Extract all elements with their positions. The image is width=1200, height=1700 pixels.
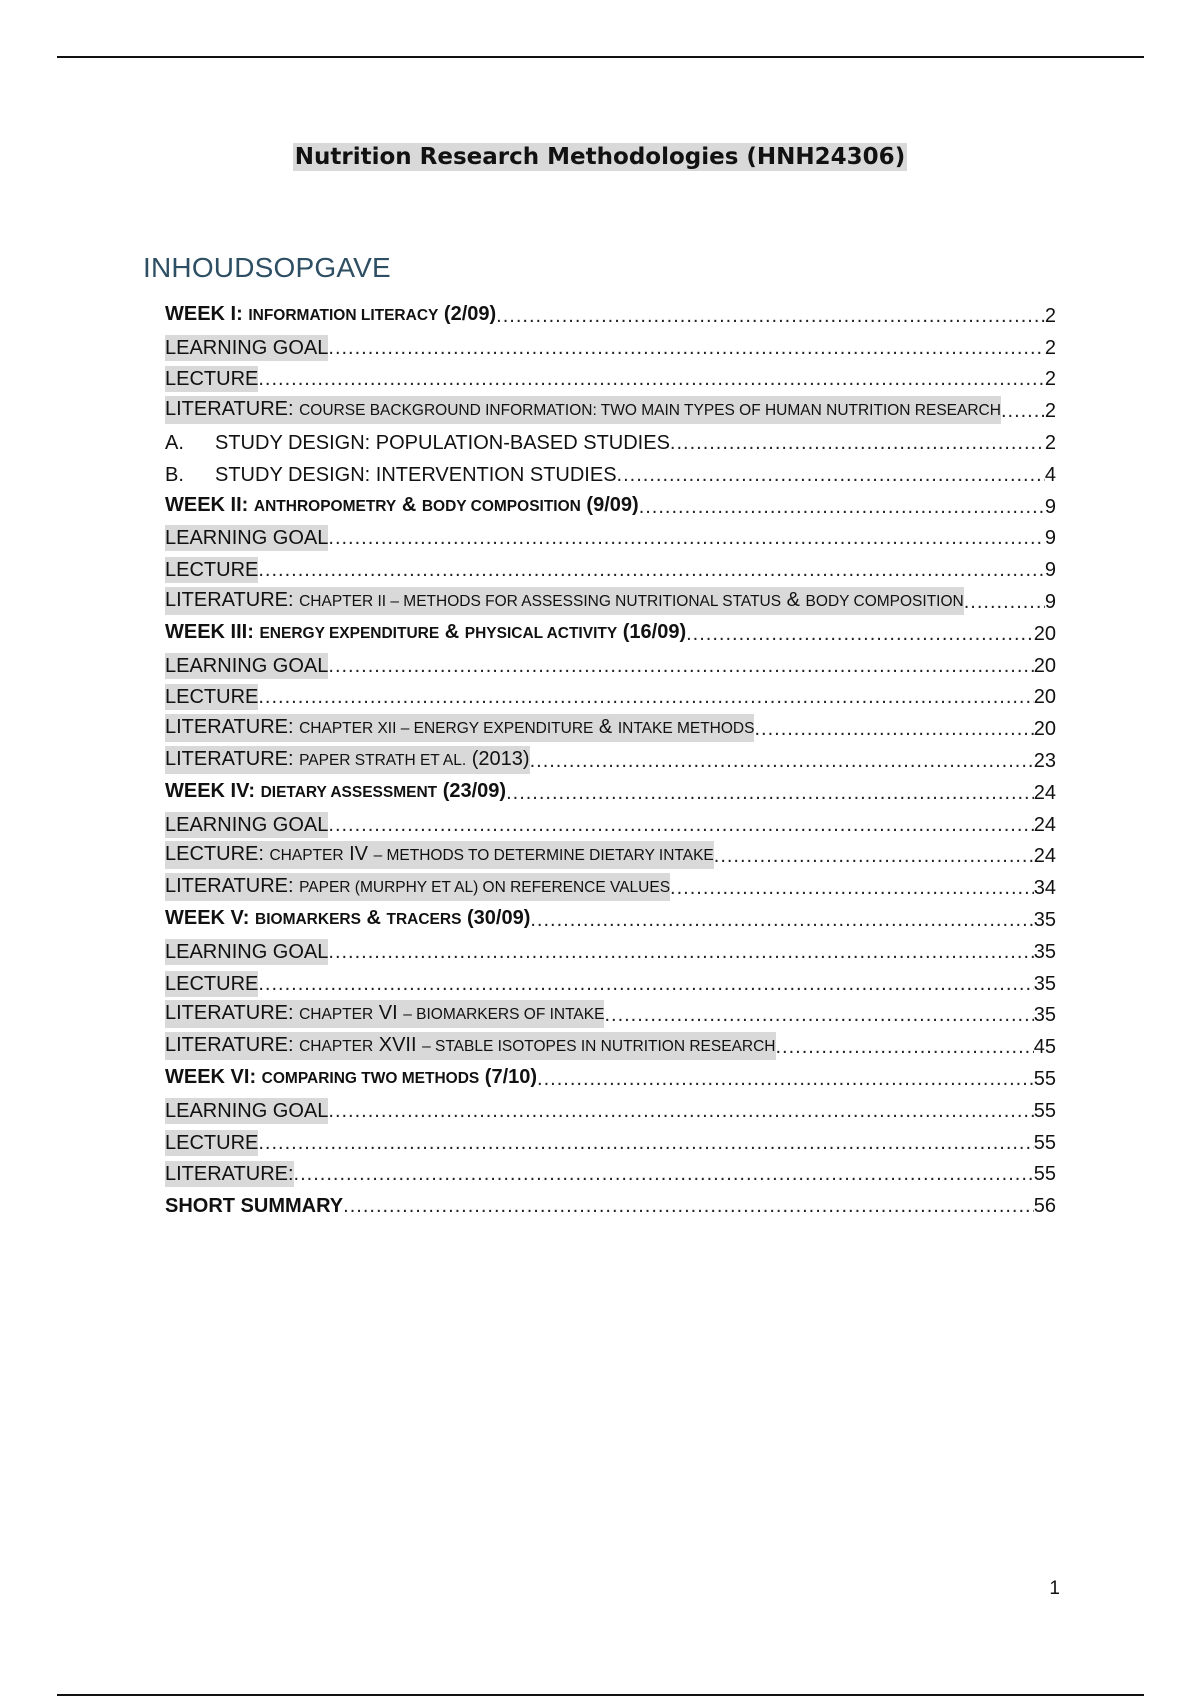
toc-entry-lecture[interactable]: LECTURE ..... 35 — [165, 965, 1056, 997]
toc-entry-week-2[interactable]: WEEK II: ANTHROPOMETRY & BODY COMPOSITION (9/09) ..... 9 — [165, 488, 1056, 520]
toc-leader — [686, 621, 1034, 647]
toc-leader — [964, 589, 1045, 615]
toc-leader — [754, 716, 1033, 742]
toc-entry-week-3[interactable]: WEEK III: ENERGY EXPENDITURE & PHYSICAL ACTIVITY (16/09) ..... 20 — [165, 615, 1056, 647]
document-title — [0, 143, 1200, 171]
toc-entry-literature[interactable]: LITERATURE: CHAPTER XII – ENERGY EXPENDITURE & INTAKE METHODS ..... 20 — [165, 710, 1056, 742]
toc-page-number: 9 — [1044, 559, 1056, 582]
toc-leader — [537, 1066, 1034, 1092]
toc-entry-week-5[interactable]: WEEK V: BIOMARKERS & TRACERS (30/09) ..... 35 — [165, 901, 1056, 933]
toc-leader — [776, 1034, 1034, 1060]
toc-entry-short-summary[interactable]: SHORT SUMMARY ..... 56 — [165, 1187, 1056, 1219]
toc-entry-learning-goal[interactable]: LEARNING GOAL ..... 55 — [165, 1092, 1056, 1124]
toc-page-number: 20 — [1033, 686, 1056, 709]
toc-page-number: 2 — [1044, 336, 1056, 359]
toc-page-number: 24 — [1033, 813, 1056, 836]
toc-entry-lecture[interactable]: LECTURE ..... 2 — [165, 361, 1056, 393]
footer-rule — [57, 1694, 1144, 1696]
toc-page-number: 20 — [1033, 654, 1056, 677]
toc-page-number: 35 — [1033, 972, 1056, 995]
toc-page-number: 55 — [1033, 1163, 1056, 1186]
toc-page-number: 2 — [1044, 400, 1056, 423]
toc-leader — [714, 843, 1034, 869]
toc-leader — [294, 1161, 1034, 1187]
toc-page-number: 34 — [1033, 877, 1056, 900]
toc-leader — [639, 494, 1045, 520]
toc-page-number: 2 — [1044, 304, 1056, 327]
header-rule — [57, 56, 1144, 58]
toc-entry-study-design-population[interactable]: A. STUDY DESIGN: POPULATION-BASED STUDIES ..... 2 — [165, 424, 1056, 456]
toc-entry-study-design-intervention[interactable]: B. STUDY DESIGN: INTERVENTION STUDIES ..... 4 — [165, 456, 1056, 488]
toc-page-number: 35 — [1033, 1004, 1056, 1027]
toc-page-number: 9 — [1044, 527, 1056, 550]
toc-entry-literature[interactable]: LITERATURE: CHAPTER VI – BIOMARKERS OF INTAKE ..... 35 — [165, 997, 1056, 1029]
toc-entry-lecture[interactable]: LECTURE ..... 20 — [165, 679, 1056, 711]
toc-leader — [604, 1002, 1033, 1028]
page-number: 1 — [1049, 1578, 1060, 1599]
toc-entry-learning-goal[interactable]: LEARNING GOAL ..... 35 — [165, 933, 1056, 965]
toc-leader — [328, 525, 1044, 551]
toc-page-number: 24 — [1033, 845, 1056, 868]
toc-page-number: 24 — [1033, 781, 1056, 804]
toc-leader — [328, 939, 1033, 965]
toc-entry-literature[interactable]: LITERATURE: CHAPTER II – METHODS FOR ASSESSING NUTRITIONAL STATUS & BODY COMPOSITION ..... 9 — [165, 583, 1056, 615]
toc-entry-literature[interactable]: LITERATURE: ..... 55 — [165, 1156, 1056, 1188]
toc-entry-learning-goal[interactable]: LEARNING GOAL ..... 20 — [165, 647, 1056, 679]
toc-page-number: 56 — [1033, 1195, 1056, 1218]
toc-leader — [670, 875, 1034, 901]
toc-page-number: 20 — [1033, 622, 1056, 645]
toc-leader — [496, 303, 1045, 329]
toc-entry-learning-goal[interactable]: LEARNING GOAL ..... 2 — [165, 329, 1056, 361]
toc-leader — [328, 1098, 1033, 1124]
toc-entry-lecture[interactable]: LECTURE ..... 9 — [165, 551, 1056, 583]
toc-leader — [258, 366, 1045, 392]
toc-page-number: 35 — [1033, 908, 1056, 931]
toc-page-number: 2 — [1044, 368, 1056, 391]
toc-page-number: 45 — [1033, 1036, 1056, 1059]
document-title-text: Nutrition Research Methodologies (HNH24306) — [294, 144, 906, 170]
toc-page-number: 20 — [1033, 718, 1056, 741]
toc-entry-learning-goal[interactable]: LEARNING GOAL ..... 24 — [165, 806, 1056, 838]
toc-leader — [328, 653, 1033, 679]
toc-leader — [258, 684, 1033, 710]
table-of-contents — [165, 297, 1056, 1219]
toc-leader — [670, 430, 1045, 456]
toc-entry-lecture[interactable]: LECTURE ..... 55 — [165, 1124, 1056, 1156]
toc-leader — [343, 1193, 1034, 1219]
toc-page-number: 9 — [1044, 495, 1056, 518]
toc-entry-literature[interactable]: LITERATURE: PAPER STRATH ET AL. (2013) ..... 23 — [165, 742, 1056, 774]
toc-page-number: 35 — [1033, 940, 1056, 963]
toc-leader — [530, 907, 1033, 933]
toc-entry-learning-goal[interactable]: LEARNING GOAL ..... 9 — [165, 520, 1056, 552]
toc-page-number: 55 — [1033, 1131, 1056, 1154]
toc-entry-week-1[interactable]: WEEK I: INFORMATION LITERACY (2/09) ..... 2 — [165, 297, 1056, 329]
toc-page-number: 55 — [1033, 1067, 1056, 1090]
toc-leader — [258, 971, 1033, 997]
toc-leader — [258, 1130, 1033, 1156]
toc-entry-week-6[interactable]: WEEK VI: COMPARING TWO METHODS (7/10) ..... 55 — [165, 1060, 1056, 1092]
toc-heading: INHOUDSOPGAVE — [143, 252, 391, 283]
toc-leader — [258, 557, 1045, 583]
toc-page-number: 2 — [1044, 431, 1056, 454]
toc-leader — [328, 335, 1044, 361]
toc-page-number: 4 — [1044, 463, 1056, 486]
toc-leader — [506, 780, 1034, 806]
toc-entry-literature[interactable]: LITERATURE: COURSE BACKGROUND INFORMATION: TWO MAIN TYPES OF HUMAN NUTRITION RESEARCH ..... 2 — [165, 392, 1056, 424]
toc-page-number: 55 — [1033, 1099, 1056, 1122]
toc-entry-week-4[interactable]: WEEK IV: DIETARY ASSESSMENT (23/09) ..... 24 — [165, 774, 1056, 806]
toc-leader — [1001, 398, 1045, 424]
toc-page-number: 23 — [1033, 749, 1056, 772]
toc-leader — [530, 748, 1034, 774]
toc-page-number: 9 — [1044, 590, 1056, 613]
toc-entry-literature[interactable]: LITERATURE: CHAPTER XVII – STABLE ISOTOPES IN NUTRITION RESEARCH ..... 45 — [165, 1028, 1056, 1060]
toc-entry-lecture[interactable]: LECTURE: CHAPTER IV – METHODS TO DETERMINE DIETARY INTAKE ..... 24 — [165, 838, 1056, 870]
toc-entry-literature[interactable]: LITERATURE: PAPER (MURPHY ET AL) ON REFERENCE VALUES ..... 34 — [165, 869, 1056, 901]
toc-leader — [328, 812, 1033, 838]
toc-leader — [617, 462, 1045, 488]
